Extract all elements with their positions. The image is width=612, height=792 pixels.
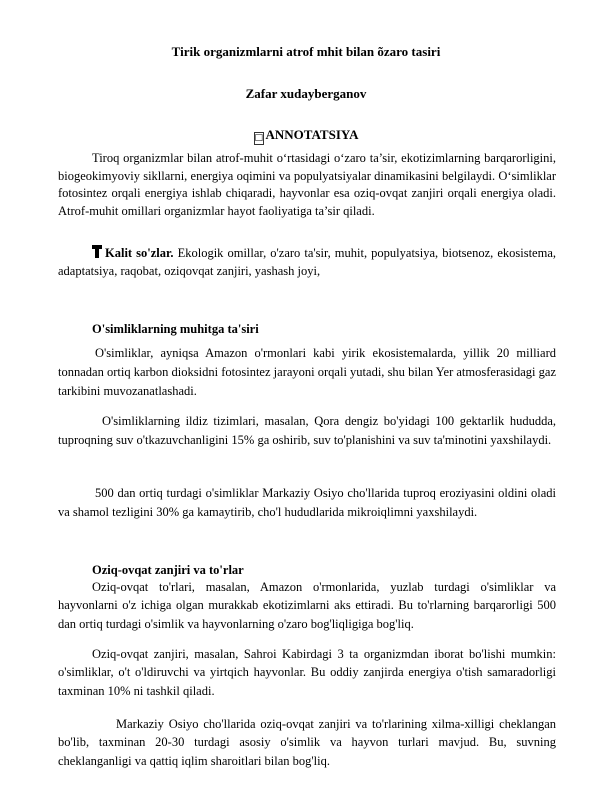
section1-paragraph: 500 dan ortiq turdagi o'simliklar Markaziy Osiyo cho'llarida tuproq eroziyasini oldini oladi va shamol tezligini 30% ga kamaytirib, cho'l hududlarida mikroiqlimni yaxshilaydi. — [58, 486, 556, 519]
missing-glyph-icon: □ — [254, 133, 264, 143]
section1-paragraph: O'simliklarning ildiz tizimlari, masalan, Qora dengiz bo'yidagi 100 gektarlik hududda, tuproqning suv o'tkazuvchanligini 15% ga oshirib, suv to'planishini va suv ta'minotini yaxshilaydi. — [58, 414, 556, 447]
section2-paragraph: Oziq-ovqat to'rlari, masalan, Amazon o'rmonlarida, yuzlab turdagi o'simliklar va hayvonlarni o'z ichiga olgan murakkab ekotizimlarni aks ettiradi. Bu to'rlarning barqarorligi 500 dan ortiq turdagi o'simlik va hayvonlarning o'zaro bog'liqligiga bog'liq. — [58, 580, 556, 631]
annotation-text: Tiroq organizmlar bilan atrof-muhit o‘rtasidagi o‘zaro ta’sir, ekotizimlarning barqarorligini, biogeokimyoviy sikllarni, energiya oqimini va populyatsiyalar dinamikasini belgilaydi. O‘simliklar fotosintez orqali energiya ishlab chiqaradi, hayvonlar esa oziq-ovqat zanjiri orqali energiya oladi. Atrof-muhit omillari organizmlar hayot faoliyatiga ta’sir qiladi. — [58, 151, 556, 218]
keywords-label: Kalit so'zlar. — [105, 246, 174, 260]
section1-paragraph: O'simliklar, ayniqsa Amazon o'rmonlari kabi yirik ekosistemalarda, yillik 20 milliard tonnadan ortiq karbon dioksidni fotosintez jarayoni orqali yutadi, shu bilan Yer atmosferasidagi gaz tarkibini muvozanatlashadi. — [58, 346, 556, 398]
section-heading-food-chain: Oziq-ovqat zanjiri va to'rlar — [92, 563, 244, 577]
section2-paragraph: Markaziy Osiyo cho'llarida oziq-ovqat zanjiri va to'rlarining xilma-xilligi cheklangan bo'lib, taxminan 20-30 turdagi asosiy o'simlik va hayvon turlari mavjud. Bu, suvning cheklanganligi va qattiq iqlim sharoitlari bilan bog'liq. — [58, 717, 556, 768]
pushpin-icon — [92, 245, 102, 258]
keywords-text: Ekologik omillar, o'zaro ta'sir, muhit, populyatsiya, biotsenoz, ekosistema, adaptatsiya, raqobat, oziqovqat zanjiri, yashash joyi, — [58, 246, 556, 278]
section-heading-plants: O'simliklarning muhitga ta'siri — [92, 322, 259, 336]
section2-paragraph: Oziq-ovqat zanjiri, masalan, Sahroi Kabirdagi 3 ta organizmdan iborat bo'lishi mumkin: o'simliklar, o't o'ldiruvchi va yirtqich hayvonlar. Bu oddiy zanjirda energiya o'tish samaradorligi taxminan 10% ni tashkil qiladi. — [58, 647, 556, 698]
document-title: Tirik organizmlarni atrof mhit bilan õzaro tasiri — [171, 44, 441, 59]
annotation-heading-text: ANNOTATSIYA — [265, 127, 359, 142]
annotation-heading — [0, 127, 612, 145]
author-name: Zafar xudayberganov — [245, 86, 367, 101]
keywords-block — [58, 245, 556, 280]
